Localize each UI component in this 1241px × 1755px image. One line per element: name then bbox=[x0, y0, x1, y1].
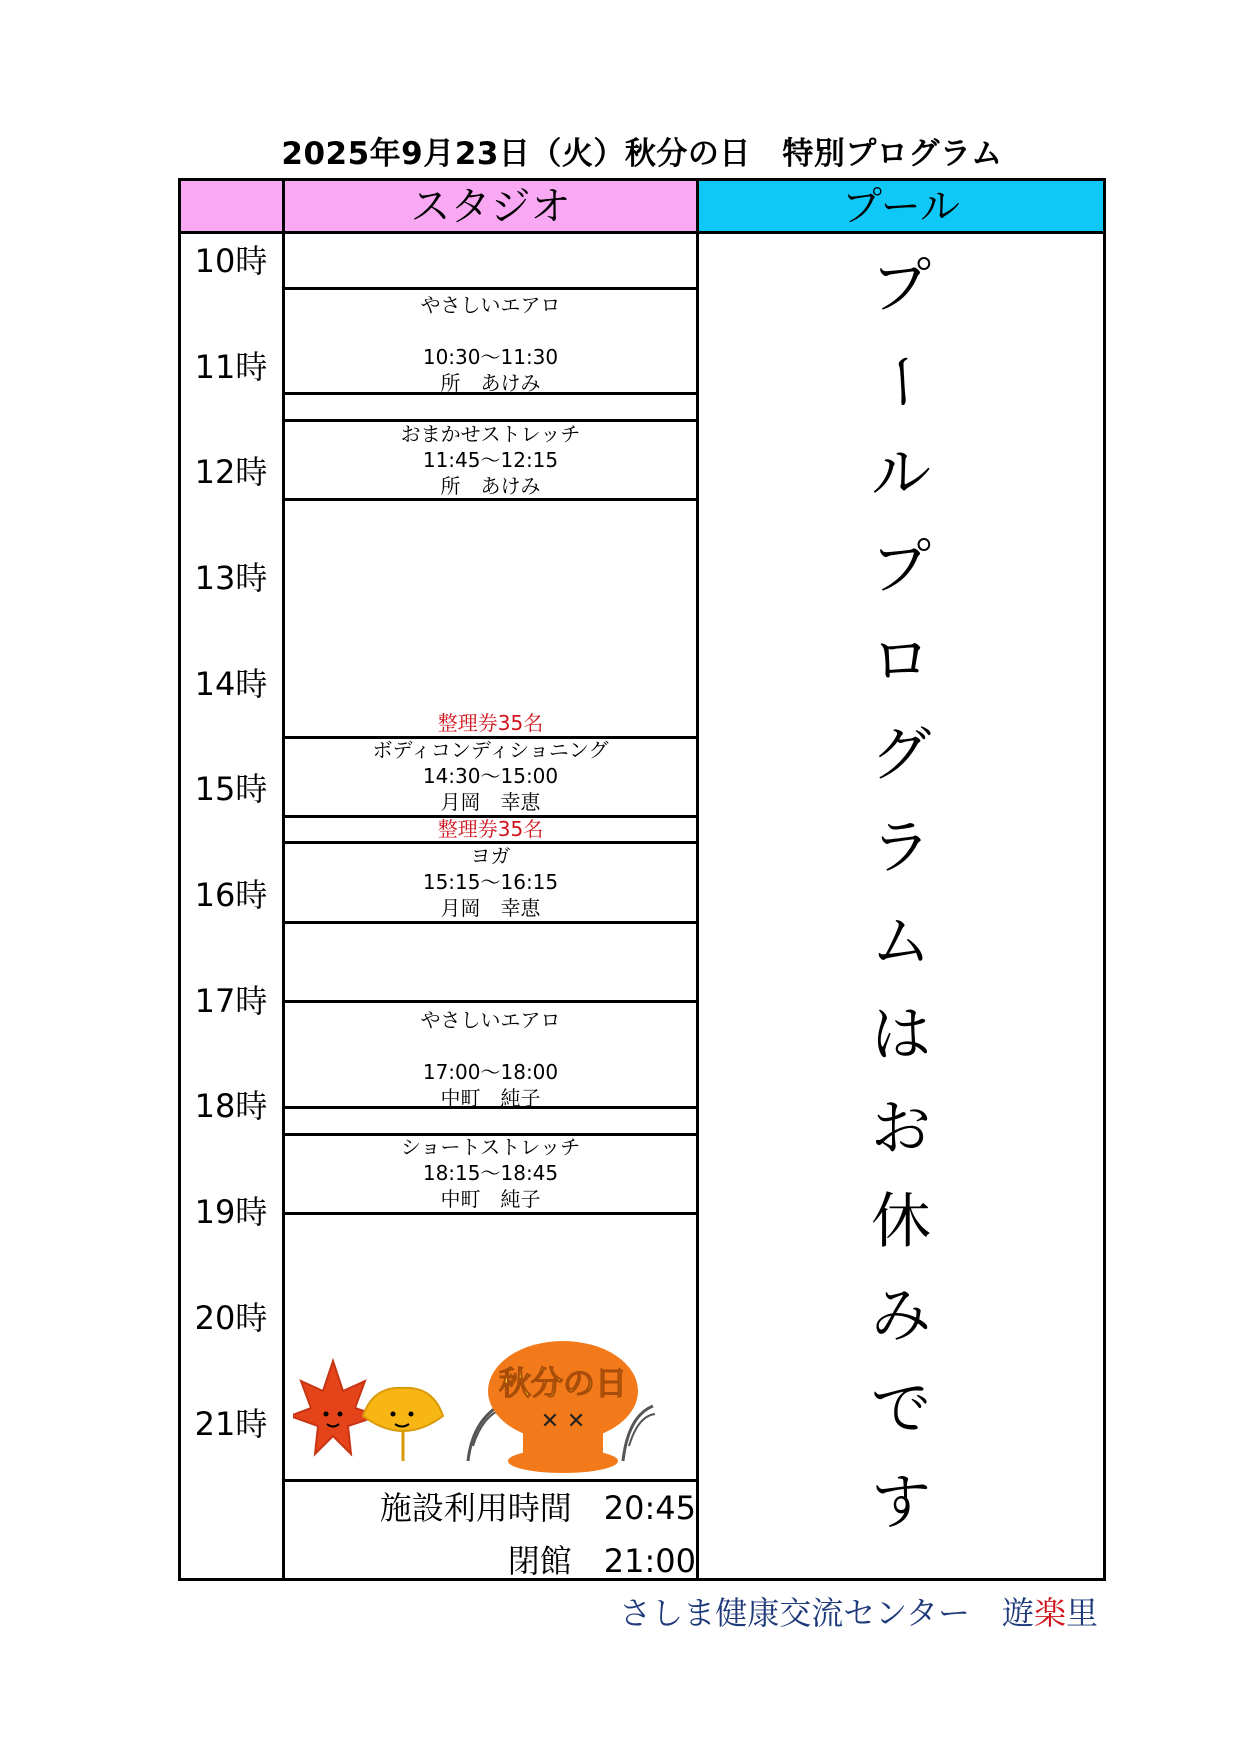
facility-hours: 施設利用時間 20:45 bbox=[379, 1489, 696, 1527]
hour-label: 21時 bbox=[194, 1405, 268, 1443]
class-instructor: 月岡 幸恵 bbox=[440, 896, 541, 920]
class-time: 11:45～12:15 bbox=[422, 448, 559, 472]
class-name: やさしいエアロ bbox=[420, 293, 561, 317]
notice-char: 休 bbox=[871, 1187, 931, 1257]
autumn-equinox-illustration bbox=[293, 1336, 693, 1476]
page-title: 2025年9月23日（火）秋分の日 特別プログラム bbox=[281, 136, 1003, 172]
class-name: やさしいエアロ bbox=[420, 1008, 561, 1032]
slot-divider bbox=[285, 1479, 696, 1482]
class-yoga bbox=[285, 843, 696, 921]
notice-char: ム bbox=[871, 906, 931, 977]
hour-label: 15時 bbox=[194, 770, 268, 808]
class-instructor: 中町 純子 bbox=[440, 1187, 541, 1211]
notice-char: ラ bbox=[871, 813, 931, 883]
hour-label: 19時 bbox=[194, 1193, 268, 1231]
spacer bbox=[285, 1033, 696, 1059]
notice-char: で bbox=[871, 1374, 931, 1444]
class-name: ショートストレッチ bbox=[400, 1135, 581, 1159]
class-instructor: 所 あけみ bbox=[440, 371, 541, 395]
notice-char: す bbox=[871, 1467, 931, 1538]
time-column-header bbox=[181, 181, 282, 234]
closing-time: 閉館 21:00 bbox=[507, 1542, 696, 1580]
notice-char: ロ bbox=[871, 626, 931, 696]
maple-leaf-icon bbox=[293, 1361, 378, 1454]
class-aerobics-evening bbox=[285, 1007, 696, 1111]
brand-char-red: 楽 bbox=[1033, 1594, 1066, 1632]
notice-char: グ bbox=[871, 719, 931, 790]
class-time: 18:15～18:45 bbox=[422, 1161, 559, 1185]
hour-label: 12時 bbox=[194, 453, 268, 491]
brand-char: 里 bbox=[1065, 1594, 1098, 1632]
notice-char: お bbox=[871, 1093, 931, 1164]
class-aerobics-morning bbox=[285, 292, 696, 396]
class-time: 14:30～15:00 bbox=[422, 764, 559, 788]
class-name: おまかせストレッチ bbox=[400, 422, 581, 446]
notice-char: ル bbox=[871, 439, 931, 509]
slot-divider bbox=[285, 921, 696, 924]
ticket-notice: 整理券35名 bbox=[437, 711, 544, 735]
hour-label: 13時 bbox=[194, 559, 268, 597]
class-stretch-midday bbox=[285, 421, 696, 499]
hour-label: 16時 bbox=[194, 876, 268, 914]
hour-label: 17時 bbox=[194, 982, 268, 1020]
class-instructor: 所 あけみ bbox=[440, 474, 541, 498]
class-time: 10:30～11:30 bbox=[422, 345, 559, 369]
notice-char: み bbox=[871, 1280, 931, 1351]
ginkgo-leaf-icon bbox=[363, 1388, 443, 1461]
hour-label: 10時 bbox=[194, 242, 268, 280]
hour-label: 20時 bbox=[194, 1299, 268, 1337]
pool-closed-notice bbox=[699, 241, 1103, 1550]
schedule-grid bbox=[178, 178, 1106, 1581]
class-time: 15:15～16:15 bbox=[422, 870, 559, 894]
hour-label: 18時 bbox=[194, 1087, 268, 1125]
notice-char: は bbox=[871, 1000, 931, 1070]
class-name: ヨガ bbox=[470, 844, 511, 868]
slot-divider bbox=[285, 1000, 696, 1003]
spacer bbox=[285, 318, 696, 344]
equinox-emblem bbox=[488, 1341, 638, 1473]
hour-label: 11時 bbox=[194, 348, 268, 386]
studio-header: スタジオ bbox=[285, 181, 696, 234]
class-instructor: 月岡 幸恵 bbox=[440, 790, 541, 814]
ticket-notice: 整理券35名 bbox=[437, 817, 544, 841]
hour-label: 14時 bbox=[194, 665, 268, 703]
class-short-stretch bbox=[285, 1134, 696, 1212]
brand-prefix: さしま健康交流センター bbox=[619, 1594, 1002, 1632]
notice-char: プ bbox=[871, 252, 931, 322]
class-instructor: 中町 純子 bbox=[440, 1086, 541, 1110]
emblem-decoration: ✕ ✕ bbox=[540, 1409, 586, 1434]
class-body-conditioning bbox=[285, 737, 696, 815]
slot-divider bbox=[285, 287, 696, 290]
brand-char: 遊 bbox=[1001, 1594, 1034, 1632]
facility-brand bbox=[619, 1588, 1098, 1634]
emblem-text: 秋分の日 bbox=[498, 1364, 628, 1402]
slot-divider bbox=[285, 1212, 696, 1215]
class-name: ボディコンディショニング bbox=[372, 738, 609, 762]
pool-header: プール bbox=[699, 181, 1103, 234]
class-time: 17:00～18:00 bbox=[422, 1060, 559, 1084]
notice-char: ー bbox=[866, 351, 937, 412]
notice-char: プ bbox=[871, 532, 931, 603]
